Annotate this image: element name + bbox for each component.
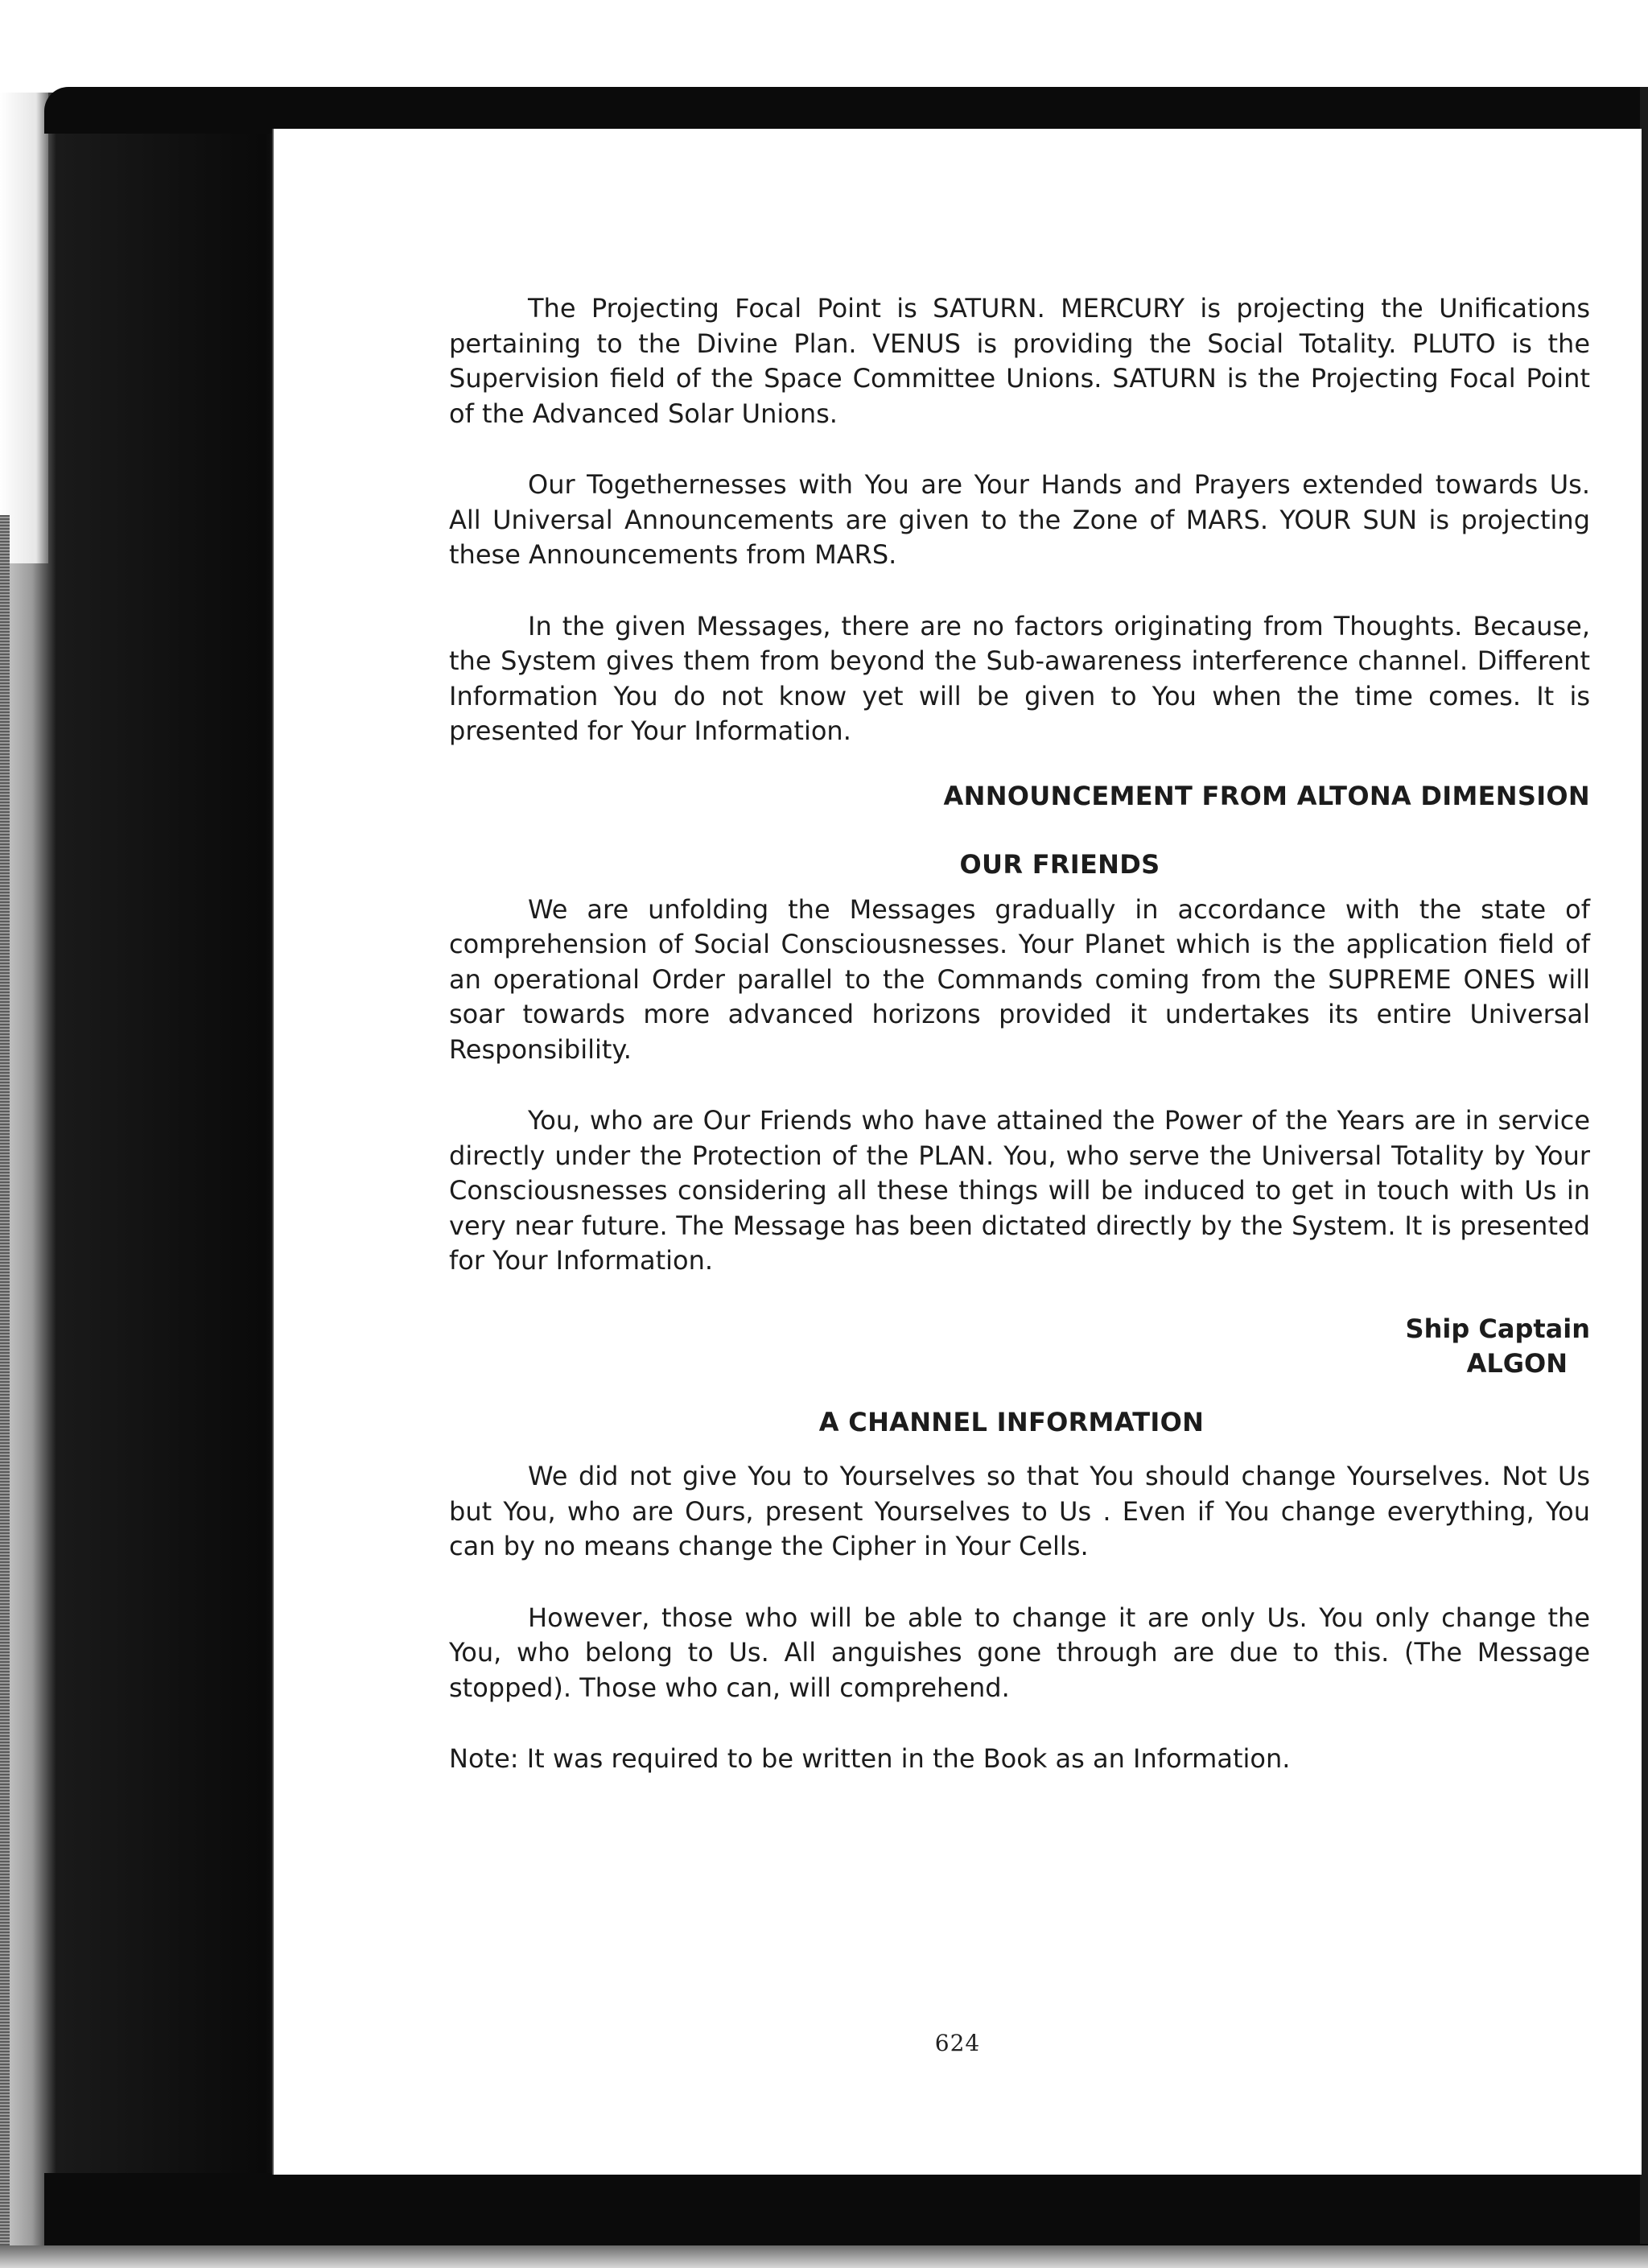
paragraph-note: Note: It was required to be written in the Book as an Information. [449,1743,1291,1774]
paragraph-togetherness: Our Togethernesses with You are Your Hands and Prayers extended towards Us. All Universal Announcements are given to the Zone of MARS. YOUR SUN is projecting these Announcements from MARS. [449,469,1590,570]
signature-title: Ship Captain [1405,1313,1590,1344]
scan-left-page-stack [0,515,10,2268]
paragraph-unfolding: We are unfolding the Messages gradually in accordance with the state of comprehension of Social Consciousnesses. Your Planet which is the application field of an operational Order parallel to the Commands coming from the SUPREME ONES will soar towards more advanced horizons provided it undertakes its entire Universal Responsibility. [449,893,1590,1065]
paragraph-saturn: The Projecting Focal Point is SATURN. MERCURY is projecting the Unifications pertaining to the Divine Plan. VENUS is providing the Social Totality. PLUTO is the Supervision field of the Space Committee Unions. SATURN is the Projecting Focal Point of the Advanced Solar Unions. [449,293,1590,429]
book-page [272,129,1642,2175]
signature-name: ALGON [1466,1347,1568,1379]
scan-top-background [0,0,1648,93]
page-body [449,291,1590,1813]
heading-channel-information: A CHANNEL INFORMATION [818,1406,1205,1437]
heading-our-friends: OUR FRIENDS [959,849,1160,880]
scan-top-dark-edge [44,87,1648,134]
scan-bottom-dark-edge [44,2173,1648,2245]
paragraph-messages: In the given Messages, there are no factors originating from Thoughts. Because, the System gives them from beyond the Sub-awareness interference channel. Different Information You do not know yet will be given to You when the time comes. It is presented for Your Information. [449,610,1590,746]
page-number: 624 [934,2030,981,2056]
heading-announcement: ANNOUNCEMENT FROM ALTONA DIMENSION [943,780,1590,811]
paragraph-change-yourselves: We did not give You to Yourselves so that You should change Yourselves. Not Us but You, who are Ours, present Yourselves to Us . Even if You change everything, You can by no means change the Cipher in Your Cells. [449,1461,1590,1561]
paragraph-our-friends: You, who are Our Friends who have attained the Power of the Years are in service directly under the Protection of the PLAN. You, who serve the Universal Totality by Your Consciousnesses considering all these things will be induced to get in touch with Us in very near future. The Message has been dictated directly by the System. It is presented for Your Information. [449,1105,1590,1276]
paragraph-belong-to-us: However, those who will be able to change it are only Us. You only change the You, who belong to Us. All anguishes gone through are due to this. (The Message stopped). Those who can, will comprehend. [449,1602,1590,1703]
signature-block [449,1312,1590,1381]
scan-bottom-background [0,2245,1648,2268]
